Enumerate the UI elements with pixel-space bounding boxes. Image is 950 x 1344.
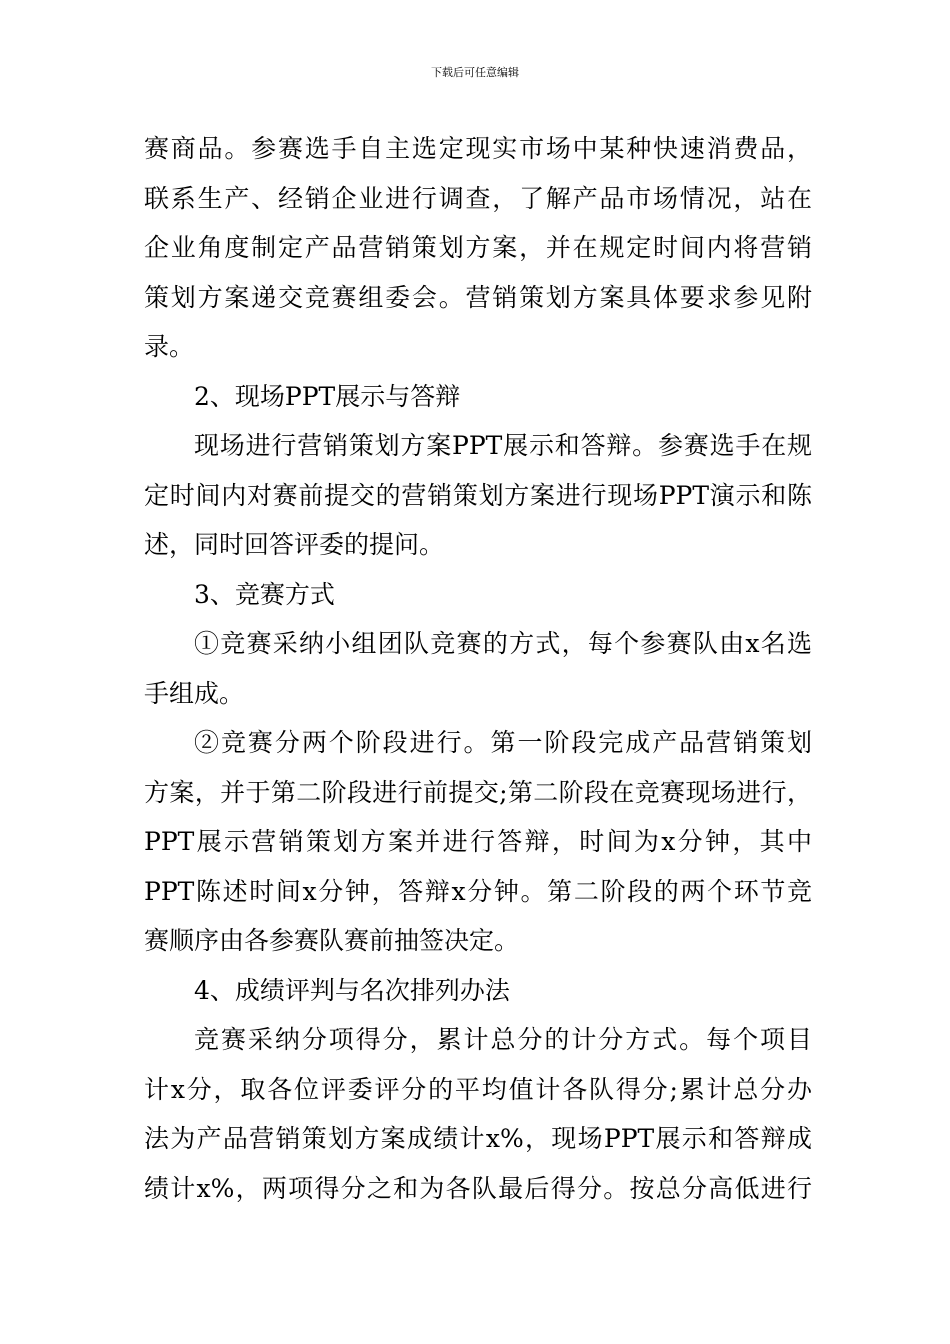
text-line: 竞赛采纳分项得分，累计总分的计分方式。每个项目	[194, 1025, 812, 1054]
section-heading: 3、竞赛方式	[194, 579, 335, 609]
document-body	[144, 124, 812, 1213]
text-line: 述，同时回答评委的提问。	[144, 530, 445, 559]
text-line: 绩计x%，两项得分之和为各队最后得分。按总分高低进行	[144, 1173, 812, 1203]
text-line: PPT展示营销策划方案并进行答辩，时间为x分钟，其中	[144, 827, 812, 856]
text-line: 联系生产、经销企业进行调查，了解产品市场情况，站在	[144, 183, 812, 213]
text-line: 手组成。	[144, 678, 245, 708]
page-header: 下载后可任意编辑	[431, 66, 519, 79]
section-heading: 4、成绩评判与名次排列办法	[194, 975, 510, 1005]
text-line: PPT陈述时间x分钟，答辩x分钟。第二阶段的两个环节竞	[144, 876, 812, 906]
text-line: 录。	[144, 332, 195, 361]
section-heading: 2、现场PPT展示与答辩	[194, 381, 461, 411]
text-line: 赛顺序由各参赛队赛前抽签决定。	[144, 926, 520, 955]
text-line: 企业角度制定产品营销策划方案，并在规定时间内将营销	[144, 233, 812, 262]
text-line: 现场进行营销策划方案PPT展示和答辩。参赛选手在规	[194, 431, 812, 460]
text-line: ②竞赛分两个阶段进行。第一阶段完成产品营销策划	[194, 728, 812, 757]
text-line: 法为产品营销策划方案成绩计x%，现场PPT展示和答辩成	[144, 1124, 812, 1153]
text-line: ①竞赛采纳小组团队竞赛的方式，每个参赛队由x名选	[194, 629, 812, 658]
text-line: 计x分，取各位评委评分的平均值计各队得分;累计总分办	[144, 1074, 812, 1104]
text-line: 赛商品。参赛选手自主选定现实市场中某种快速消费品，	[144, 134, 812, 163]
text-line: 策划方案递交竞赛组委会。营销策划方案具体要求参见附	[144, 282, 812, 312]
text-line: 定时间内对赛前提交的营销策划方案进行现场PPT演示和陈	[144, 480, 812, 510]
text-line: 方案，并于第二阶段进行前提交;第二阶段在竞赛现场进行，	[144, 777, 812, 807]
